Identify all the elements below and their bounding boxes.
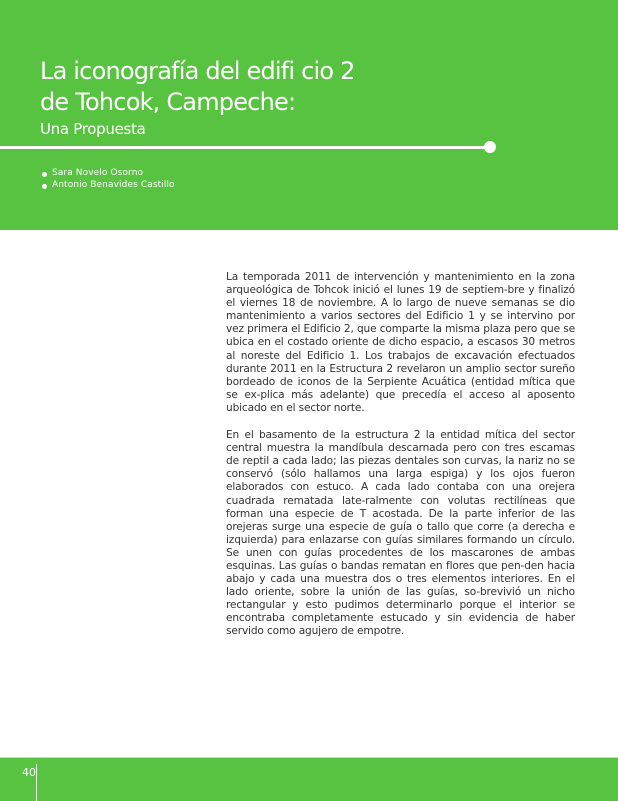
title-line-1: La iconografía del edifi cio 2 <box>40 57 355 85</box>
footer-divider <box>36 764 37 801</box>
title-line-2: de Tohcok, Campeche: <box>40 88 296 116</box>
divider-dot-icon <box>484 141 496 153</box>
author-name: Antonio Benavides Castillo <box>52 180 175 190</box>
article-subtitle: Una Propuesta <box>40 120 146 138</box>
bullet-icon <box>42 184 47 189</box>
header-divider <box>0 146 490 149</box>
author-name: Sara Novelo Osorno <box>52 168 144 178</box>
footer-bar <box>0 757 618 801</box>
page-number: 40 <box>22 766 36 779</box>
body-paragraph: La temporada 2011 de intervención y mantenimiento en la zona arqueológica de Tohcok inició el lunes 19 de septiem-bre y finalizó el viernes 18 de noviembre. A lo largo de nueve semanas se dio mantenimiento a varios sectores del Edificio 1 y se intervino por vez primera el Edificio 2, que comparte la misma plaza pero que se ubica en el costado oriente de dicho espacio, a escasos 30 metros al noreste del Edificio 1. Los trabajos de excavación efectuados durante 2011 en la Estructura 2 revelaron un amplio sector sureño bordeado de iconos de la Serpiente Acuática (entidad mítica que se ex-plica más adelante) que precedía el acceso al aposento ubicado en el sector norte. <box>226 271 575 414</box>
bullet-icon <box>42 172 47 177</box>
author-item <box>42 179 175 191</box>
author-list <box>42 167 175 191</box>
author-item <box>42 167 175 179</box>
body-paragraph: En el basamento de la estructura 2 la entidad mítica del sector central muestra la mandíbula descarnada pero con tres escamas de reptil a cada lado; las piezas dentales son curvas, la nariz no se conservó (sólo hallamos una larga espiga) y los ojos fueron elaborados con estuco. A cada lado contaba con una orejera cuadrada rematada late-ralmente con volutas rectilíneas que forman una especie de T acostada. De la parte inferior de las orejeras surge una especie de guía o tallo que corre (a derecha e izquierda) para enlazarse con guías similares formando un círculo. Se unen con guías procedentes de los mascarones de ambas esquinas. Las guías o bandas rematan en flores que pen-den hacia abajo y cada una muestra dos o tres elementos interiores. En el lado oriente, sobre la unión de las guías, so-brevivió un nicho rectangular y esto pudimos determinarlo porque el interior se encontraba completamente estucado y sin evidencia de haber servido como agujero de empotre. <box>226 429 575 638</box>
article-body <box>226 271 575 653</box>
article-title <box>40 56 355 118</box>
header-banner <box>0 0 618 230</box>
